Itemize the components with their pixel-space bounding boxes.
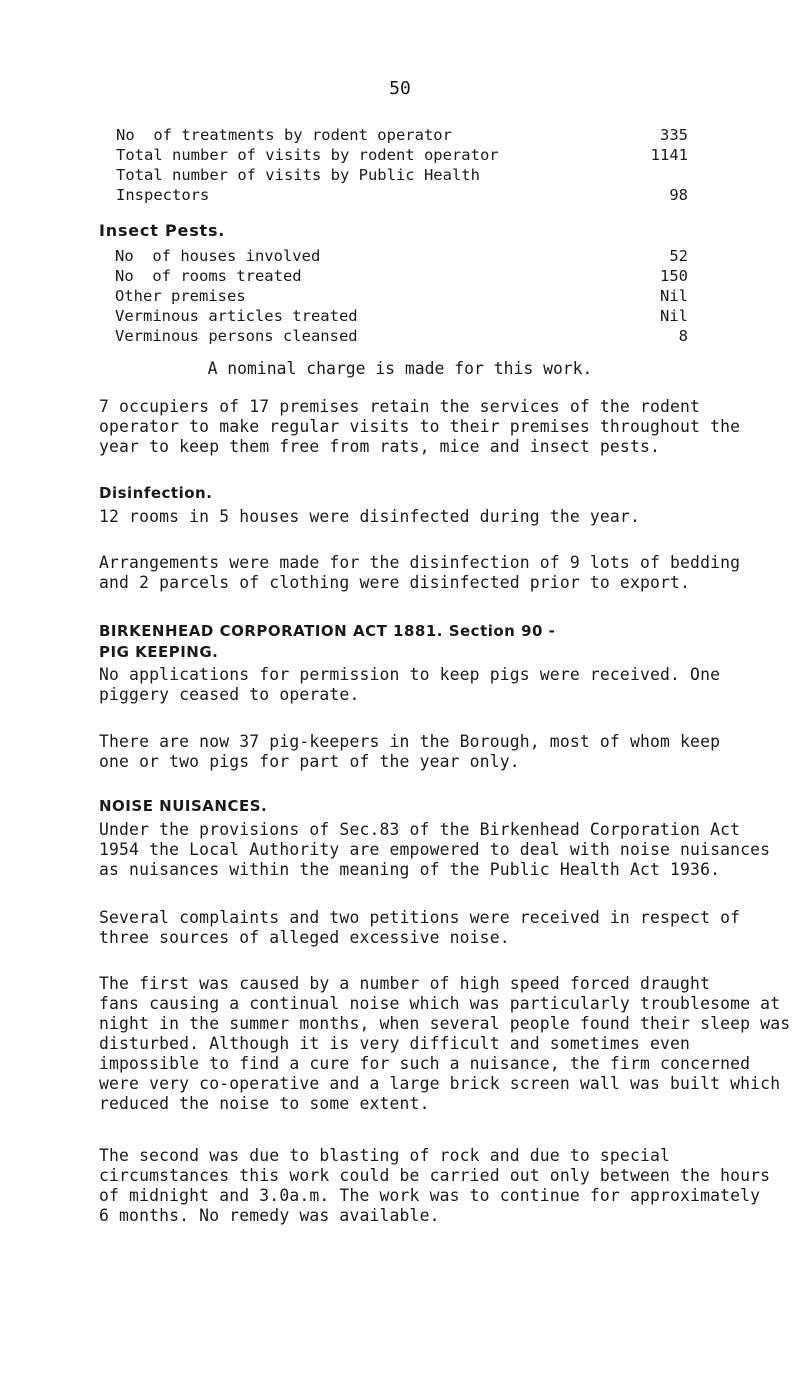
noise-provisions-paragraph: Under the provisions of Sec.83 of the Birkenhead Corporation Act 1954 the Local Authority are empowered to deal with noise nuisances as nuisances within the meaning of the Public Health Act 1936. — [99, 820, 771, 879]
stat-label: Inspectors — [116, 186, 210, 204]
stat-label: Total number of visits by Public Health — [116, 166, 480, 184]
stat-value: Nil — [660, 307, 688, 325]
stat-label: Verminous articles treated — [115, 307, 358, 325]
stat-value: 8 — [678, 327, 688, 345]
stat-row — [0, 185, 800, 205]
insect-pests-heading: Insect Pests. — [99, 221, 226, 240]
stat-label: No of rooms treated — [115, 267, 302, 285]
noise-second-case-paragraph: The second was due to blasting of rock and due to special circumstances this work could be carried out only between the hours of midnight and 3.0a.m. The work was to continue for approximately 6 months. No remedy was available. — [99, 1146, 771, 1225]
stat-row — [0, 286, 800, 306]
noise-first-case-paragraph: The first was caused by a number of high speed forced draught fans causing a continual noise which was particularly troublesome at night in the summer months, when several people found their sleep was disturbed. Although it is very difficult and sometimes even impossible to find a cure for such a nuisance, the firm concerned were very co-operative and a large brick screen wall was built which reduced the noise to some extent. — [99, 974, 791, 1113]
stat-value: Nil — [660, 287, 688, 305]
nominal-charge-note: A nominal charge is made for this work. — [207, 359, 593, 378]
birkenhead-act-heading: BIRKENHEAD CORPORATION ACT 1881. Section 90 - PIG KEEPING. — [99, 622, 556, 661]
stat-value: 52 — [669, 247, 688, 265]
stat-row — [0, 165, 800, 185]
rodent-stats-table — [0, 125, 800, 205]
stat-label: No of houses involved — [115, 247, 321, 265]
stat-label: Other premises — [115, 287, 246, 305]
stat-label: No of treatments by rodent operator — [116, 126, 452, 144]
page-number: 50 — [389, 78, 411, 99]
pig-keepers-paragraph: There are now 37 pig-keepers in the Borough, most of whom keep one or two pigs for part of the year only. — [99, 732, 721, 771]
stat-row — [0, 306, 800, 326]
noise-complaints-paragraph: Several complaints and two petitions were received in respect of three sources of alleged excessive noise. — [99, 908, 741, 947]
stat-value: 98 — [669, 186, 688, 204]
stat-value: 335 — [660, 126, 688, 144]
stat-row — [0, 246, 800, 266]
stat-value: 150 — [660, 267, 688, 285]
stat-value: 1141 — [650, 146, 688, 164]
insect-stats-table — [0, 246, 800, 346]
noise-nuisances-heading: NOISE NUISANCES. — [99, 797, 268, 815]
disinfection-rooms-paragraph: 12 rooms in 5 houses were disinfected during the year. — [99, 507, 640, 526]
occupiers-paragraph: 7 occupiers of 17 premises retain the services of the rodent operator to make regular visits to their premises throughout the year to keep them free from rats, mice and insect pests. — [99, 397, 741, 456]
stat-row — [0, 145, 800, 165]
stat-label: Verminous persons cleansed — [115, 327, 358, 345]
disinfection-heading: Disinfection. — [99, 484, 213, 502]
pig-applications-paragraph: No applications for permission to keep pigs were received. One piggery ceased to operate. — [99, 665, 721, 704]
stat-row — [0, 326, 800, 346]
stat-label: Total number of visits by rodent operator — [116, 146, 499, 164]
stat-row — [0, 266, 800, 286]
stat-row — [0, 125, 800, 145]
disinfection-bedding-paragraph: Arrangements were made for the disinfection of 9 lots of bedding and 2 parcels of clothing were disinfected prior to export. — [99, 553, 741, 592]
